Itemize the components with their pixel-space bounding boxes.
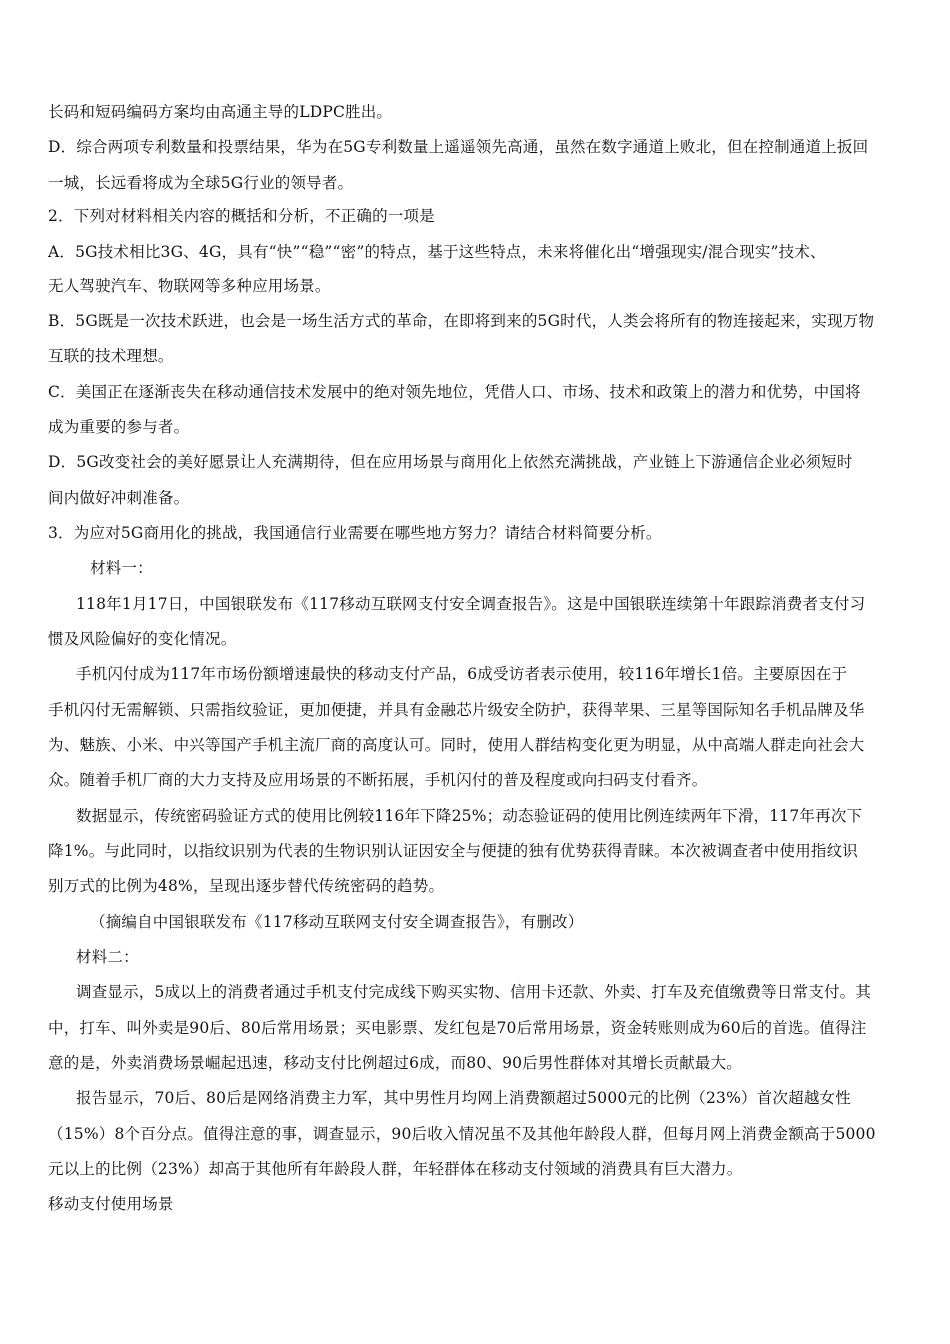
paragraph-line: 118年1月17日，中国银联发布《117移动互联网支付安全调查报告》。这是中国银联连续第十年跟踪消费者支付习 <box>76 595 866 613</box>
source-note: （摘编自中国银联发布《117移动互联网支付安全调查报告》，有删改） <box>90 913 584 931</box>
option-a: A．5G技术相比3G、4G，具有“快”“稳”“密”的特点，基于这些特点，未来将催化出“增强现实/混合现实”技术、 <box>48 243 826 261</box>
paragraph-line: 数据显示，传统密码验证方式的使用比例较116年下降25%；动态验证码的使用比例连续两年下滑，117年再次下 <box>76 807 863 825</box>
paragraph-line: 手机闪付成为117年市场份额增速最快的移动支付产品，6成受访者表示使用，较116年增长1倍。主要原因在于 <box>76 665 848 683</box>
paragraph-line: 众。随着手机厂商的大力支持及应用场景的不断拓展，手机闪付的普及程度或向扫码支付看齐。 <box>48 771 708 789</box>
paragraph-line: 别万式的比例为48%，呈现出逐步替代传统密码的趋势。 <box>48 877 445 895</box>
paragraph-line: 惯及风险偏好的变化情况。 <box>48 630 237 648</box>
paragraph-line: 元以上的比例（23%）却高于其他所有年龄段人群，年轻群体在移动支付领域的消费具有巨大潜力。 <box>48 1160 743 1178</box>
paragraph-line: 意的是，外卖消费场景崛起迅速，移动支付比例超过6成，而80、90后男性群体对其增长贡献最大。 <box>48 1054 743 1072</box>
text-line: 长码和短码编码方案均由高通主导的LDPC胜出。 <box>48 103 393 121</box>
text-line: 一城，长远看将成为全球5G行业的领导者。 <box>48 174 354 192</box>
option-b: B．5G既是一次技术跃进，也会是一场生活方式的革命，在即将到来的5G时代，人类会将所有的物连接起来，实现万物 <box>48 312 875 330</box>
question-2: 2．下列对材料相关内容的概括和分析，不正确的一项是 <box>48 207 435 225</box>
paragraph-line: 为、魅族、小米、中兴等国产手机主流厂商的高度认可。同时，使用人群结构变化更为明显，从中高端人群走向社会大 <box>48 736 865 754</box>
paragraph-line: 调查显示，5成以上的消费者通过手机支付完成线下购买实物、信用卡还款、外卖、打车及充值缴费等日常支付。其 <box>76 983 872 1001</box>
question-3: 3．为应对5G商用化的挑战，我国通信行业需要在哪些地方努力？请结合材料简要分析。 <box>48 524 662 542</box>
text-line: 间内做好冲刺准备。 <box>48 489 190 507</box>
material-2-heading: 材料二： <box>76 948 139 966</box>
option-c: C．美国正在逐渐丧失在移动通信技术发展中的绝对领先地位，凭借人口、市场、技术和政策上的潜力和优势，中国将 <box>48 383 861 401</box>
paragraph-line: 中，打车、叫外卖是90后、80后常用场景；买电影票、发红包是70后常用场景，资金转账则成为60后的首选。值得注 <box>48 1019 867 1037</box>
paragraph-line: （15%）8个百分点。值得注意的事，调查显示，90后收入情况虽不及其他年龄段人群，但每月网上消费金额高于5000 <box>48 1125 876 1143</box>
paragraph-line: 手机闪付无需解锁、只需指纹验证，更加便捷，并具有金融芯片级安全防护，获得苹果、三星等国际知名手机品牌及华 <box>48 701 865 719</box>
material-1-heading: 材料一： <box>90 559 153 577</box>
paragraph-line: 降1%。与此同时，以指纹识别为代表的生物识别认证因安全与便捷的独有优势获得青睐。本次被调查者中使用指纹识 <box>48 842 858 860</box>
paragraph-line: 报告显示，70后、80后是网络消费主力军，其中男性月均网上消费额超过5000元的比例（23%）首次超越女性 <box>76 1089 851 1107</box>
option-d: D．5G改变社会的美好愿景让人充满期待，但在应用场景与商用化上依然充满挑战，产业链上下游通信企业必须短时 <box>48 453 853 471</box>
chart-caption: 移动支付使用场景 <box>48 1195 174 1213</box>
text-line: 互联的技术理想。 <box>48 347 174 365</box>
text-line: 无人驾驶汽车、物联网等多种应用场景。 <box>48 277 331 295</box>
text-line: D．综合两项专利数量和投票结果，华为在5G专利数量上遥遥领先高通，虽然在数字通道上败北，但在控制通道上扳回 <box>48 138 869 156</box>
text-line: 成为重要的参与者。 <box>48 418 190 436</box>
